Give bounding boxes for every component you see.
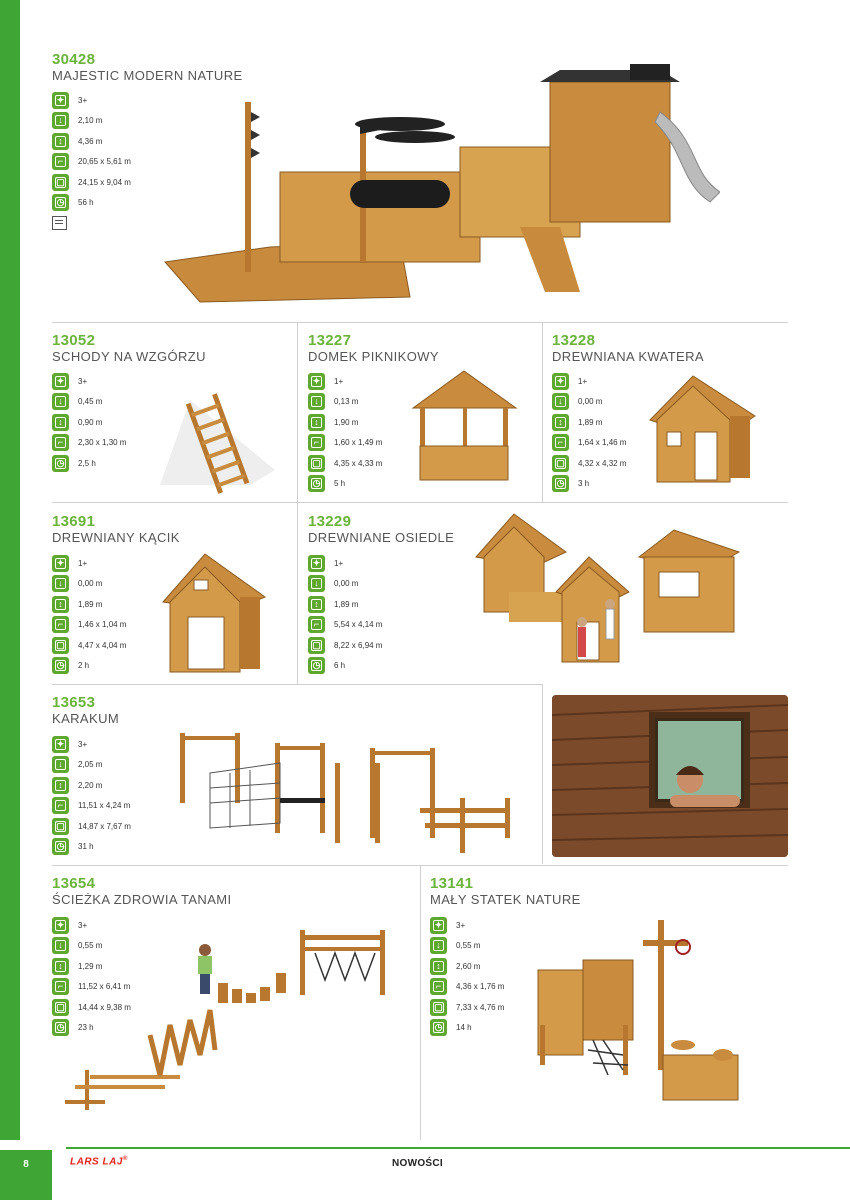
install-time-icon: ◷: [52, 1019, 69, 1036]
fall-height-icon: ↓: [308, 393, 325, 410]
fall-height-icon: ↓: [52, 393, 69, 410]
max-height-icon: ↕: [430, 958, 447, 975]
spec-value: 7,33 x 4,76 m: [456, 1002, 505, 1012]
age-icon: ✦: [430, 917, 447, 934]
safety-area-icon: ▢: [52, 818, 69, 835]
small-ship-image-13141: [528, 915, 758, 1110]
install-time-icon: ◷: [52, 194, 69, 211]
product-code: 30428: [52, 51, 96, 68]
spec-install-time: [52, 453, 126, 474]
spec-dimensions: [52, 152, 131, 173]
spec-value: 0,55 m: [456, 941, 481, 951]
max-height-icon: ↕: [308, 414, 325, 431]
dimensions-icon: ⌐: [308, 616, 325, 633]
spec-safety-area: [52, 172, 131, 193]
spec-fall-height: [430, 936, 504, 957]
product-13052: [52, 333, 206, 364]
product-13141: [430, 876, 581, 907]
spec-safety-area: [52, 816, 131, 837]
fall-height-icon: ↓: [52, 575, 69, 592]
spec-value: 4,47 x 4,04 m: [78, 640, 127, 650]
install-time-icon: ◷: [308, 657, 325, 674]
spec-install-time: [52, 837, 131, 858]
max-height-icon: ↕: [52, 414, 69, 431]
spec-value: 5 h: [334, 479, 346, 489]
spec-value: 1+: [78, 558, 88, 568]
product-name: ŚCIEŻKA ZDROWIA TANAMI: [52, 892, 232, 907]
wooden-settlement-image-13229: [474, 512, 744, 677]
divider: [542, 684, 543, 864]
product-13653: [52, 695, 119, 726]
spec-value: 0,90 m: [78, 417, 103, 427]
spec-value: 1,90 m: [334, 417, 359, 427]
spec-value: 2,20 m: [78, 780, 103, 790]
spec-dimensions: [308, 433, 382, 454]
spec-value: 1,60 x 1,49 m: [334, 438, 383, 448]
spec-max-height: [52, 412, 126, 433]
spec-fall-height: [552, 392, 626, 413]
spec-max-height: [52, 594, 126, 615]
safety-area-icon: ▢: [308, 455, 325, 472]
safety-area-icon: ▢: [52, 999, 69, 1016]
age-icon: ✦: [52, 736, 69, 753]
spec-value: 14,44 x 9,38 m: [78, 1002, 131, 1012]
spec-age: [52, 734, 131, 755]
registered-mark: ®: [122, 1156, 128, 1162]
fall-height-icon: ↓: [430, 937, 447, 954]
fall-height-icon: ↓: [52, 937, 69, 954]
dimensions-icon: ⌐: [52, 434, 69, 451]
age-icon: ✦: [308, 373, 325, 390]
spec-value: 1,89 m: [334, 599, 359, 609]
product-code: 13654: [52, 875, 96, 892]
spec-age: [52, 553, 126, 574]
spec-install-time: [552, 474, 626, 495]
left-green-bar: [0, 0, 20, 1140]
product-13229: [308, 514, 454, 545]
spec-age: [52, 371, 126, 392]
spec-value: 4,36 m: [78, 136, 103, 146]
spec-value: 4,32 x 4,32 m: [578, 458, 627, 468]
spec-value: 6 h: [334, 661, 346, 671]
max-height-icon: ↕: [52, 133, 69, 150]
spec-list: [552, 371, 626, 494]
age-icon: ✦: [52, 917, 69, 934]
brand-logo: [70, 1156, 128, 1167]
stairs-image-13052: [150, 385, 280, 495]
fall-height-icon: ↓: [52, 112, 69, 129]
wooden-house-image-13228: [645, 372, 760, 492]
fall-height-icon: ↓: [52, 756, 69, 773]
spec-value: 1,46 x 1,04 m: [78, 620, 127, 630]
spec-value: 3+: [78, 376, 88, 386]
spec-safety-area: [308, 635, 382, 656]
spec-value: 11,52 x 6,41 m: [78, 982, 131, 992]
spec-value: 2,10 m: [78, 116, 103, 126]
spec-install-time: [52, 193, 131, 214]
spec-value: 2 h: [78, 661, 90, 671]
spec-list: [52, 90, 131, 230]
dimensions-icon: ⌐: [52, 978, 69, 995]
spec-safety-area: [52, 635, 126, 656]
spec-dimensions: [52, 615, 126, 636]
child-window-photo: [552, 695, 788, 857]
product-13227: [308, 333, 439, 364]
spec-dimensions: [308, 615, 382, 636]
product-code: 13229: [308, 513, 352, 530]
spec-value: 1,29 m: [78, 961, 103, 971]
spec-value: 56 h: [78, 198, 94, 208]
fall-height-icon: ↓: [552, 393, 569, 410]
max-height-icon: ↕: [552, 414, 569, 431]
spec-fall-height: [308, 574, 382, 595]
divider: [52, 684, 542, 685]
spec-safety-area: [308, 453, 382, 474]
spec-dimensions: [52, 433, 126, 454]
age-icon: ✦: [308, 555, 325, 572]
brand-name: LARS LAJ: [70, 1156, 123, 1168]
divider: [420, 865, 421, 1140]
install-time-icon: ◷: [552, 475, 569, 492]
spec-value: 2,05 m: [78, 760, 103, 770]
spec-value: 1,64 x 1,46 m: [578, 438, 627, 448]
product-13228: [552, 333, 704, 364]
dimensions-icon: ⌐: [52, 616, 69, 633]
spec-value: 3+: [78, 920, 88, 930]
max-height-icon: ↕: [52, 958, 69, 975]
spec-value: 1+: [578, 376, 588, 386]
dimensions-icon: ⌐: [552, 434, 569, 451]
spec-max-height: [52, 131, 131, 152]
dimensions-icon: ⌐: [52, 797, 69, 814]
spec-max-height: [552, 412, 626, 433]
spec-fall-height: [52, 574, 126, 595]
install-time-icon: ◷: [430, 1019, 447, 1036]
spec-dimensions: [430, 977, 504, 998]
safety-area-icon: ▢: [308, 637, 325, 654]
spec-list: [52, 553, 126, 676]
spec-list: [308, 371, 382, 494]
spec-value: 4,36 x 1,76 m: [456, 982, 505, 992]
footer-section-title: NOWOŚCI: [392, 1158, 443, 1169]
spec-value: 2,5 h: [78, 458, 96, 468]
spec-value: 24,15 x 9,04 m: [78, 177, 131, 187]
product-code: 13228: [552, 332, 596, 349]
spec-value: 1,89 m: [578, 417, 603, 427]
dimensions-icon: ⌐: [52, 153, 69, 170]
product-code: 13141: [430, 875, 474, 892]
spec-list: [52, 371, 126, 474]
product-code: 13653: [52, 694, 96, 711]
fall-height-icon: ↓: [308, 575, 325, 592]
product-name: DREWNIANA KWATERA: [552, 349, 704, 364]
dimensions-icon: ⌐: [308, 434, 325, 451]
spec-safety-area: [552, 453, 626, 474]
spec-safety-area: [430, 997, 504, 1018]
spec-value: 0,00 m: [334, 579, 359, 589]
picnic-house-image-13227: [408, 368, 520, 486]
spec-value: 0,13 m: [334, 397, 359, 407]
age-icon: ✦: [52, 92, 69, 109]
spec-value: 1+: [334, 376, 344, 386]
product-name: MAJESTIC MODERN NATURE: [52, 68, 243, 83]
spec-value: 5,54 x 4,14 m: [334, 620, 383, 630]
playground-image-30428: [160, 52, 720, 310]
spec-fall-height: [308, 392, 382, 413]
product-code: 13052: [52, 332, 96, 349]
max-height-icon: ↕: [308, 596, 325, 613]
spec-value: 2,60 m: [456, 961, 481, 971]
spec-value: 3 h: [578, 479, 590, 489]
spec-age: [52, 90, 131, 111]
safety-area-icon: ▢: [52, 174, 69, 191]
spec-max-height: [52, 775, 131, 796]
product-name: DREWNIANE OSIEDLE: [308, 530, 455, 545]
spec-install-time: [52, 656, 126, 677]
spec-dimensions: [552, 433, 626, 454]
safety-area-icon: ▢: [552, 455, 569, 472]
spec-value: 2,30 x 1,30 m: [78, 438, 127, 448]
product-code: 13227: [308, 332, 352, 349]
product-name: MAŁY STATEK NATURE: [430, 892, 581, 907]
spec-value: 8,22 x 6,94 m: [334, 640, 383, 650]
divider: [52, 322, 788, 323]
install-time-icon: ◷: [308, 475, 325, 492]
max-height-icon: ↕: [52, 777, 69, 794]
product-name: SCHODY NA WZGÓRZU: [52, 349, 206, 364]
spec-dimensions: [52, 796, 131, 817]
spec-value: 1+: [334, 558, 344, 568]
spec-install-time: [308, 656, 382, 677]
wooden-corner-image-13691: [160, 552, 270, 677]
spec-value: 0,45 m: [78, 397, 103, 407]
product-13654: [52, 876, 232, 907]
age-icon: ✦: [52, 373, 69, 390]
divider: [297, 322, 298, 684]
product-name: KARAKUM: [52, 711, 120, 726]
spec-value: 11,51 x 4,24 m: [78, 801, 131, 811]
spec-age: [430, 915, 504, 936]
install-time-icon: ◷: [52, 838, 69, 855]
spec-max-height: [308, 412, 382, 433]
spec-install-time: [430, 1018, 504, 1039]
spec-list: [308, 553, 382, 676]
safety-area-icon: ▢: [52, 637, 69, 654]
spec-value: 3+: [456, 920, 466, 930]
install-time-icon: ◷: [52, 657, 69, 674]
spec-fall-height: [52, 392, 126, 413]
spec-value: 31 h: [78, 842, 94, 852]
spec-fall-height: [52, 111, 131, 132]
spec-value: 0,00 m: [578, 397, 603, 407]
karakum-image-13653: [170, 728, 520, 858]
spec-age: [552, 371, 626, 392]
spec-age: [308, 553, 382, 574]
install-time-icon: ◷: [52, 455, 69, 472]
product-code: 13691: [52, 513, 96, 530]
spec-value: 20,65 x 5,61 m: [78, 157, 131, 167]
footer-rule: [66, 1147, 850, 1149]
safety-area-icon: ▢: [430, 999, 447, 1016]
spec-value: 3+: [78, 95, 88, 105]
spec-list: [52, 734, 131, 857]
spec-list: [430, 915, 504, 1038]
divider: [52, 502, 788, 503]
product-name: DOMEK PIKNIKOWY: [308, 349, 439, 364]
spec-install-time: [308, 474, 382, 495]
page-number: 8: [0, 1150, 52, 1200]
age-icon: ✦: [52, 555, 69, 572]
spec-max-height: [308, 594, 382, 615]
spec-value: 14,87 x 7,67 m: [78, 821, 131, 831]
spec-max-height: [430, 956, 504, 977]
health-path-image-13654: [60, 925, 405, 1120]
spec-value: 0,55 m: [78, 941, 103, 951]
age-icon: ✦: [552, 373, 569, 390]
product-name: DREWNIANY KĄCIK: [52, 530, 180, 545]
spec-value: 0,00 m: [78, 579, 103, 589]
max-height-icon: ↕: [52, 596, 69, 613]
divider: [542, 322, 543, 502]
spec-value: 14 h: [456, 1023, 472, 1033]
spec-value: 4,35 x 4,33 m: [334, 458, 383, 468]
spec-value: 1,89 m: [78, 599, 103, 609]
product-13691: [52, 514, 180, 545]
spec-age: [308, 371, 382, 392]
spec-value: 23 h: [78, 1023, 94, 1033]
spec-fall-height: [52, 755, 131, 776]
certificate-icon: [52, 216, 67, 230]
dimensions-icon: ⌐: [430, 978, 447, 995]
spec-value: 3+: [78, 739, 88, 749]
